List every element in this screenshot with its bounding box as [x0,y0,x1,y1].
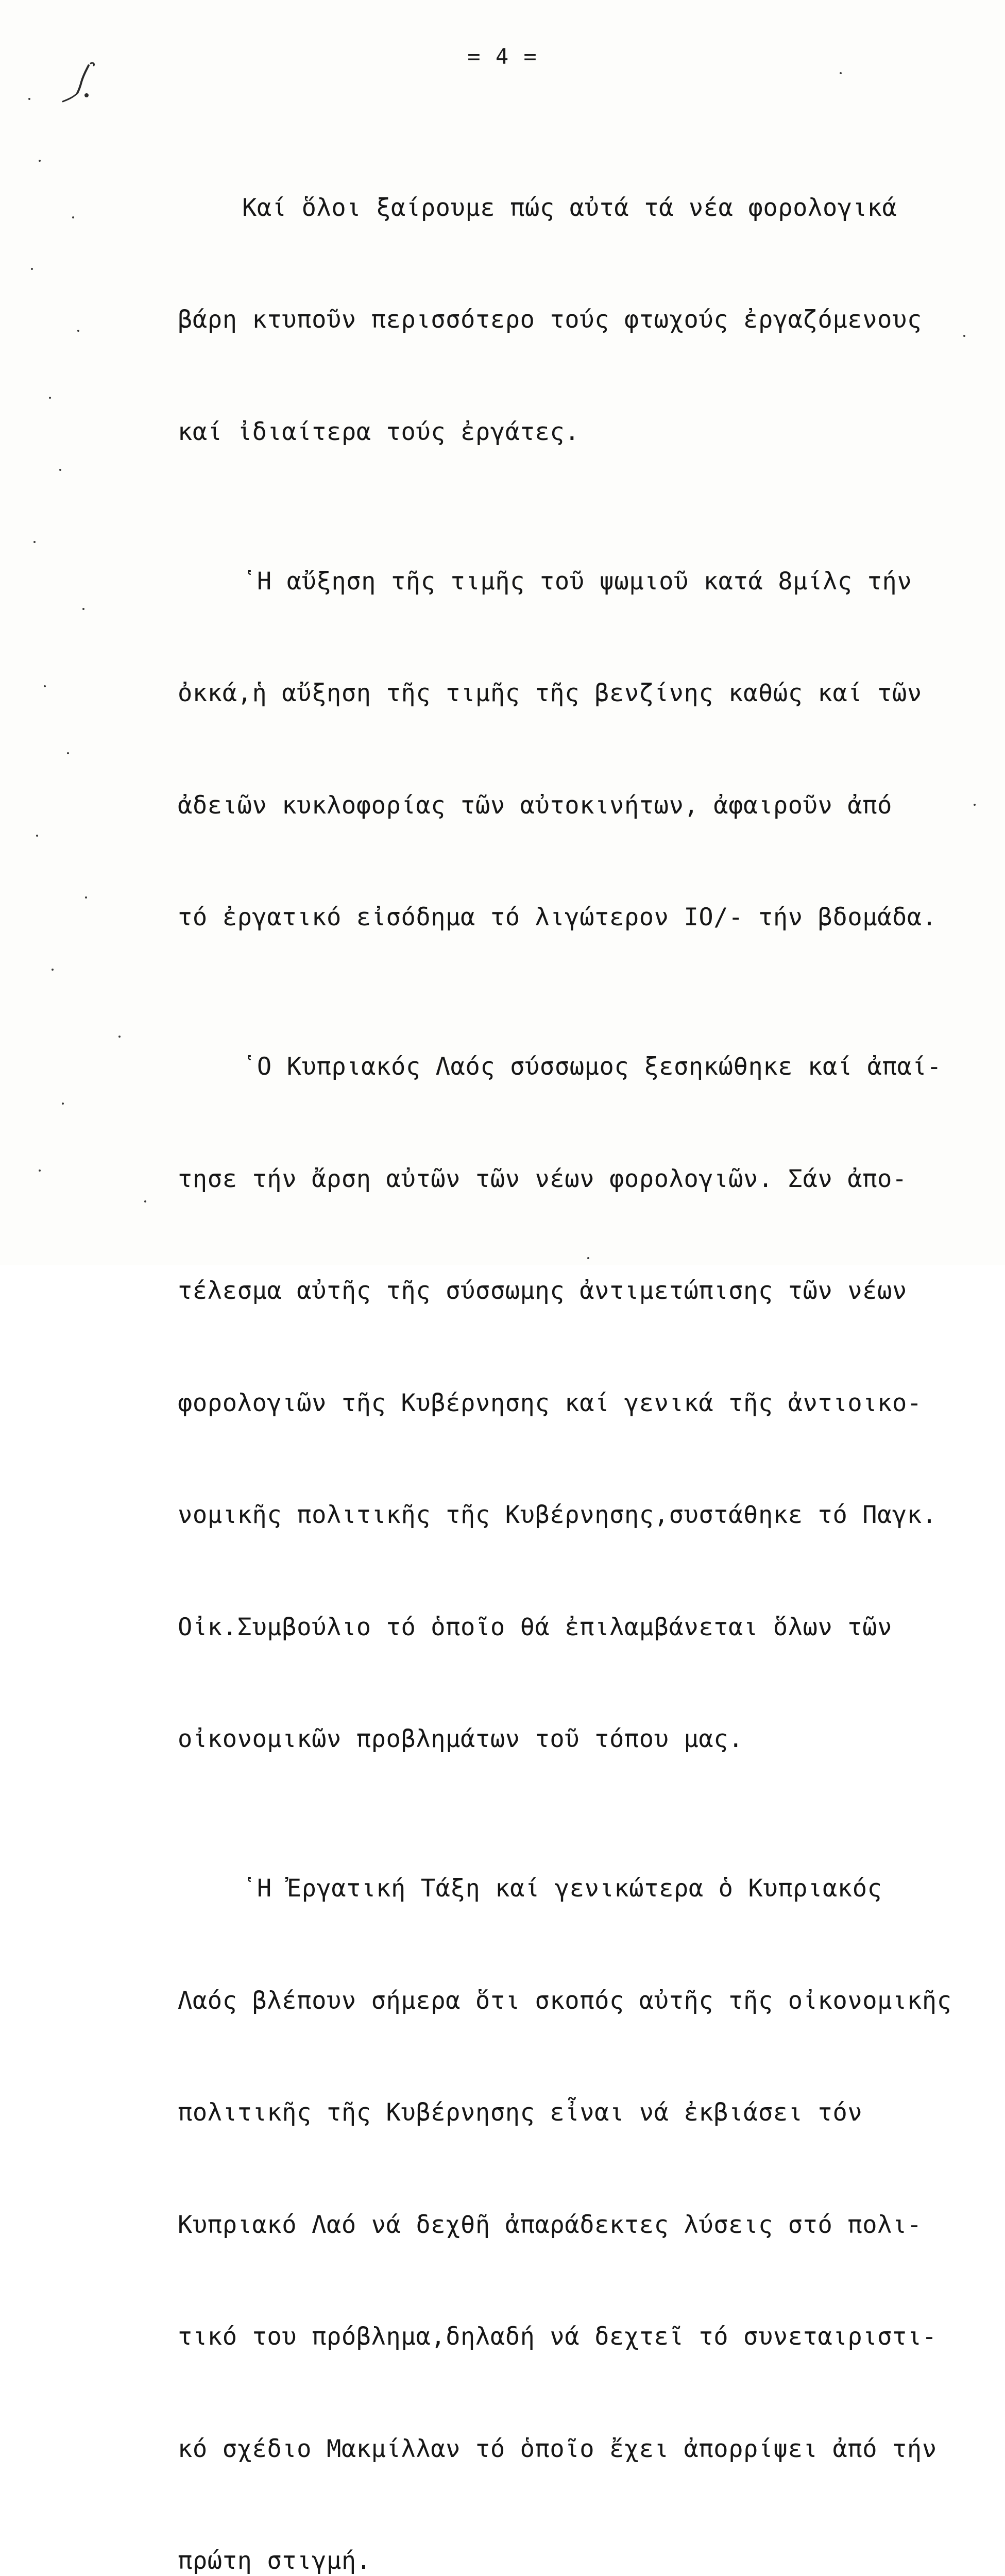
scan-speck [118,1036,121,1038]
text-line: πολιτικῆς τῆς Κυβέρνησης εἶναι νά ἐκβιάσει τόν [178,2098,863,2127]
text-line: Καί ὅλοι ξαίρουμε πώς αὐτά τά νέα φορολογικά [242,193,897,222]
scan-speck [44,685,46,687]
scan-speck [31,268,33,270]
scan-speck [36,835,38,837]
scan-speck [39,1170,41,1172]
text-line: Λαός βλέπουν σήμερα ὅτι σκοπός αὐτῆς τῆς οἰκονομικῆς [178,1986,952,2015]
text-line: ῾Η αὔξηση τῆς τιμῆς τοῦ ψωμιοῦ κατά 8μίλς τήν [242,567,912,596]
text-line: τέλεσμα αὐτῆς τῆς σύσσωμης ἀντιμετώπισης τῶν νέων [178,1277,907,1305]
scan-speck [62,1103,64,1105]
scan-speck [33,541,36,543]
scan-speck [85,896,87,899]
scan-speck [587,1257,589,1259]
scan-speck [59,469,61,471]
scan-speck [144,1200,146,1202]
scan-speck [39,160,41,162]
text-line: Οἰκ.Συμβούλιο τό ὁποῖο θά ἐπιλαμβάνεται ὅλων τῶν [178,1613,893,1641]
text-line: οἰκονομικῶν προβλημάτων τοῦ τόπου μας. [178,1725,744,1753]
text-line: ῾Η Ἐργατική Τάξη καί γενικώτερα ὁ Κυπριακός [242,1874,882,1903]
scan-speck [49,397,51,399]
scan-speck [72,216,74,218]
body-text [178,77,1002,2576]
scan-speck [974,804,976,806]
text-line: φορολογιῶν τῆς Κυβέρνησης καί γενικά τῆς ἀντιοικο- [178,1388,922,1417]
scan-speck [963,335,965,337]
scan-speck [82,608,84,610]
text-line: τό ἐργατικό εἰσόδημα τό λιγώτερον IO/- τήν βδομάδα. [178,903,937,931]
page-number: = 4 = [467,44,538,69]
scan-speck [52,969,54,971]
text-line: ἀδειῶν κυκλοφορίας τῶν αὐτοκινήτων, ἀφαιροῦν ἀπό [178,791,893,820]
text-line: τησε τήν ἄρση αὐτῶν τῶν νέων φορολογιῶν. Σάν ἀπο- [178,1164,907,1193]
text-line: Κυπριακό Λαό νά δεχθῆ ἀπαράδεκτες λύσεις στό πολι- [178,2210,922,2239]
text-line: ῾Ο Κυπριακός Λαός σύσσωμος ξεσηκώθηκε καί ἀπαί- [242,1053,942,1081]
text-line: πρώτη στιγμή. [178,2547,371,2575]
scan-speck [28,98,30,100]
text-line: κό σχέδιο Μακμίλλαν τό ὁποῖο ἔχει ἀπορρίψει ἀπό τήν [178,2434,937,2463]
text-line: τικό του πρόβλημα,δηλαδή νά δεχτεῖ τό συνεταιριστι- [178,2323,937,2351]
text-line: νομικῆς πολιτικῆς τῆς Κυβέρνησης,συστάθηκε τό Παγκ. [178,1501,937,1529]
scan-speck [840,72,842,74]
scan-speck [77,330,79,332]
scan-speck [67,752,69,754]
text-line: ὀκκά,ἡ αὔξηση τῆς τιμῆς τῆς βενζίνης καθώς καί τῶν [178,679,922,707]
text-line: βάρη κτυποῦν περισσότερο τούς φτωχούς ἐργαζόμενους [178,306,922,334]
text-line: καί ἰδιαίτερα τούς ἐργάτες. [178,417,580,446]
